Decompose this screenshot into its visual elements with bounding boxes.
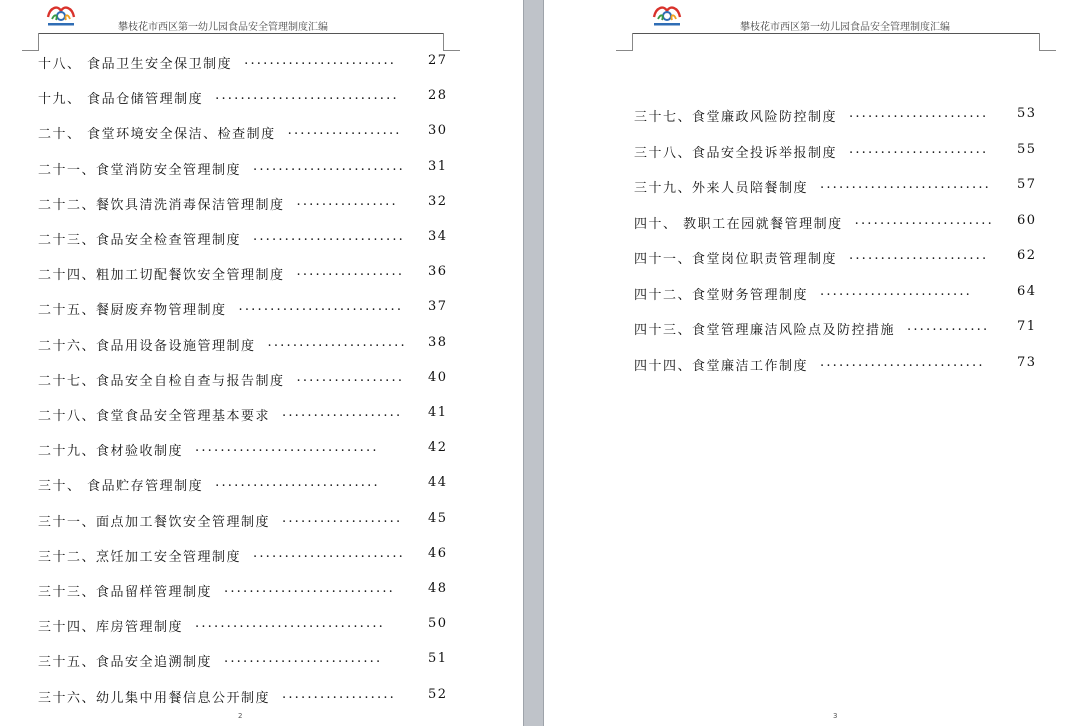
- toc-page-number: 55: [1017, 141, 1037, 157]
- toc-entry-title: 二十七、食品安全自检自查与报告制度: [38, 373, 285, 389]
- toc-page-number: 48: [428, 581, 448, 596]
- toc-page-number: 60: [1017, 212, 1037, 228]
- toc-entry-title: 十八、 食品卫生安全保卫制度: [38, 57, 233, 72]
- toc-entry[interactable]: [38, 511, 448, 531]
- toc-leader-dots: ......................: [849, 141, 989, 157]
- toc-leader-dots: ......................: [854, 212, 994, 228]
- toc-page-number: 53: [1017, 106, 1037, 121]
- toc-entry[interactable]: [38, 405, 448, 425]
- running-header: 攀枝花市西区第一幼儿园食品安全管理制度汇编: [740, 22, 950, 33]
- toc-entry[interactable]: [634, 106, 1044, 126]
- toc-page-number: 73: [1017, 354, 1037, 370]
- toc-entry-title: 二十、 食堂环境安全保洁、检查制度: [38, 127, 276, 143]
- toc-entry[interactable]: [634, 248, 1044, 268]
- page-gutter: [523, 0, 544, 726]
- toc-entry-title: 二十三、食品安全检查管理制度: [38, 233, 242, 248]
- toc-entry[interactable]: [38, 264, 448, 284]
- toc-leader-dots: ..................: [282, 686, 396, 702]
- toc-page-number: 45: [428, 510, 448, 526]
- toc-page-number: 64: [1017, 283, 1037, 299]
- toc-entry-title: 三十八、食品安全投诉举报制度: [634, 145, 838, 161]
- toc-leader-dots: .................: [296, 264, 405, 280]
- running-header: 攀枝花市西区第一幼儿园食品安全管理制度汇编: [118, 22, 328, 33]
- toc-page-number: 31: [428, 158, 448, 174]
- toc-leader-dots: ...........................: [224, 581, 395, 596]
- toc-page-number: 30: [428, 123, 448, 139]
- toc-entry-title: 二十八、食堂食品安全管理基本要求: [38, 409, 271, 424]
- toc-entry-title: 三十五、食品安全追溯制度: [38, 655, 213, 671]
- toc-entry-title: 四十、 教职工在园就餐管理制度: [634, 216, 843, 232]
- toc-entry-title: 三十九、外来人员陪餐制度: [634, 181, 809, 196]
- toc-entry[interactable]: [38, 616, 448, 636]
- toc-entry[interactable]: [634, 213, 1044, 233]
- crop-mark: [616, 33, 633, 51]
- kindergarten-logo-icon: [650, 3, 684, 29]
- toc-leader-dots: ........................: [244, 53, 397, 68]
- toc-entry-title: 二十六、食品用设备设施管理制度: [38, 338, 256, 354]
- toc-leader-dots: .........................: [224, 651, 383, 667]
- toc-entry[interactable]: [38, 335, 448, 355]
- toc-entry[interactable]: [634, 142, 1044, 162]
- toc-entry-title: 四十三、食堂管理廉洁风险点及防控措施: [634, 323, 896, 338]
- toc-entry-title: 二十九、食材验收制度: [38, 444, 184, 460]
- toc-entry-title: 三十七、食堂廉政风险防控制度: [634, 110, 838, 125]
- toc-page-number: 42: [428, 440, 448, 456]
- toc-leader-dots: ......................: [849, 248, 989, 263]
- toc-page-number: 71: [1017, 319, 1037, 334]
- toc-entry-title: 二十四、粗加工切配餐饮安全管理制度: [38, 268, 285, 284]
- toc-page-number: 28: [428, 88, 448, 104]
- toc-page-number: 27: [428, 53, 448, 68]
- toc-leader-dots: ........................: [253, 158, 405, 174]
- toc-page-number: 57: [1017, 177, 1037, 192]
- toc-entry[interactable]: [38, 299, 448, 319]
- toc-leader-dots: ......................: [267, 334, 407, 350]
- toc-entry[interactable]: [38, 687, 448, 707]
- toc-leader-dots: ................: [296, 193, 398, 209]
- toc-entry[interactable]: [634, 319, 1044, 339]
- toc-entry-title: 二十二、餐饮具清洗消毒保洁管理制度: [38, 197, 285, 213]
- toc-leader-dots: ........................: [253, 229, 405, 244]
- toc-leader-dots: .............: [907, 319, 990, 334]
- toc-entry-title: 十九、 食品仓储管理制度: [38, 92, 204, 108]
- toc-page-number: 52: [428, 686, 448, 702]
- crop-mark: [1039, 33, 1056, 51]
- header-rule: [38, 33, 443, 34]
- toc-leader-dots: ..........................: [820, 354, 985, 370]
- toc-entry[interactable]: [38, 651, 448, 671]
- toc-entry[interactable]: [634, 355, 1044, 375]
- toc-leader-dots: ........................: [820, 283, 972, 299]
- toc-entry-title: 二十一、食堂消防安全管理制度: [38, 162, 242, 178]
- document-page-3: [544, 0, 1080, 726]
- toc-entry-title: 四十二、食堂财务管理制度: [634, 287, 809, 303]
- toc-page-number: 37: [428, 299, 448, 315]
- toc-leader-dots: ........................: [253, 545, 405, 561]
- header-rule: [632, 33, 1039, 34]
- toc-entry[interactable]: [38, 88, 448, 108]
- toc-entry[interactable]: [38, 370, 448, 390]
- toc-page-number: 32: [428, 193, 448, 209]
- toc-entry-title: 三十、 食品贮存管理制度: [38, 479, 204, 495]
- toc-entry[interactable]: [38, 159, 448, 179]
- toc-page-number: 50: [428, 616, 448, 632]
- toc-leader-dots: ..................: [287, 123, 402, 139]
- document-page-2: [0, 0, 523, 726]
- toc-entry[interactable]: [38, 53, 448, 73]
- toc-leader-dots: .............................: [215, 88, 399, 104]
- toc-entry[interactable]: [38, 123, 448, 143]
- toc-page-number: 36: [428, 264, 448, 280]
- toc-entry[interactable]: [38, 546, 448, 566]
- kindergarten-logo-icon: [44, 3, 78, 29]
- toc-entry-title: 三十四、库房管理制度: [38, 620, 184, 636]
- toc-leader-dots: ..........................: [238, 299, 404, 315]
- toc-entry-title: 四十四、食堂廉洁工作制度: [634, 358, 809, 374]
- toc-leader-dots: ..............................: [195, 616, 385, 632]
- toc-entry[interactable]: [38, 440, 448, 460]
- toc-entry-title: 四十一、食堂岗位职责管理制度: [634, 252, 838, 267]
- toc-entry-title: 三十三、食品留样管理制度: [38, 585, 213, 600]
- toc-entry[interactable]: [38, 229, 448, 249]
- toc-leader-dots: ......................: [849, 106, 989, 121]
- page-number: 2: [238, 712, 243, 720]
- toc-entry-title: 二十五、餐厨废弃物管理制度: [38, 303, 227, 319]
- toc-leader-dots: .................: [296, 369, 405, 385]
- toc-page-number: 38: [428, 334, 448, 350]
- toc-leader-dots: ...................: [282, 405, 403, 420]
- toc-entry-title: 三十二、烹饪加工安全管理制度: [38, 549, 242, 565]
- toc-page-number: 44: [428, 475, 448, 491]
- toc-leader-dots: ..........................: [215, 475, 380, 491]
- toc-entry[interactable]: [634, 177, 1044, 197]
- toc-entry[interactable]: [38, 581, 448, 601]
- toc-leader-dots: .............................: [195, 440, 379, 456]
- toc-entry[interactable]: [38, 475, 448, 495]
- page-number: 3: [833, 712, 838, 720]
- crop-mark: [22, 33, 39, 51]
- toc-page-number: 46: [428, 545, 448, 561]
- toc-page-number: 51: [428, 651, 448, 667]
- toc-entry[interactable]: [38, 194, 448, 214]
- toc-page-number: 41: [428, 405, 448, 420]
- toc-page-number: 34: [428, 229, 448, 244]
- toc-leader-dots: ...........................: [820, 177, 991, 192]
- toc-page-number: 62: [1017, 248, 1037, 263]
- toc-entry[interactable]: [634, 284, 1044, 304]
- toc-entry-title: 三十六、幼儿集中用餐信息公开制度: [38, 690, 271, 706]
- toc-page-number: 40: [428, 369, 448, 385]
- toc-leader-dots: ...................: [282, 510, 403, 526]
- crop-mark: [443, 33, 460, 51]
- toc-entry-title: 三十一、面点加工餐饮安全管理制度: [38, 514, 271, 530]
